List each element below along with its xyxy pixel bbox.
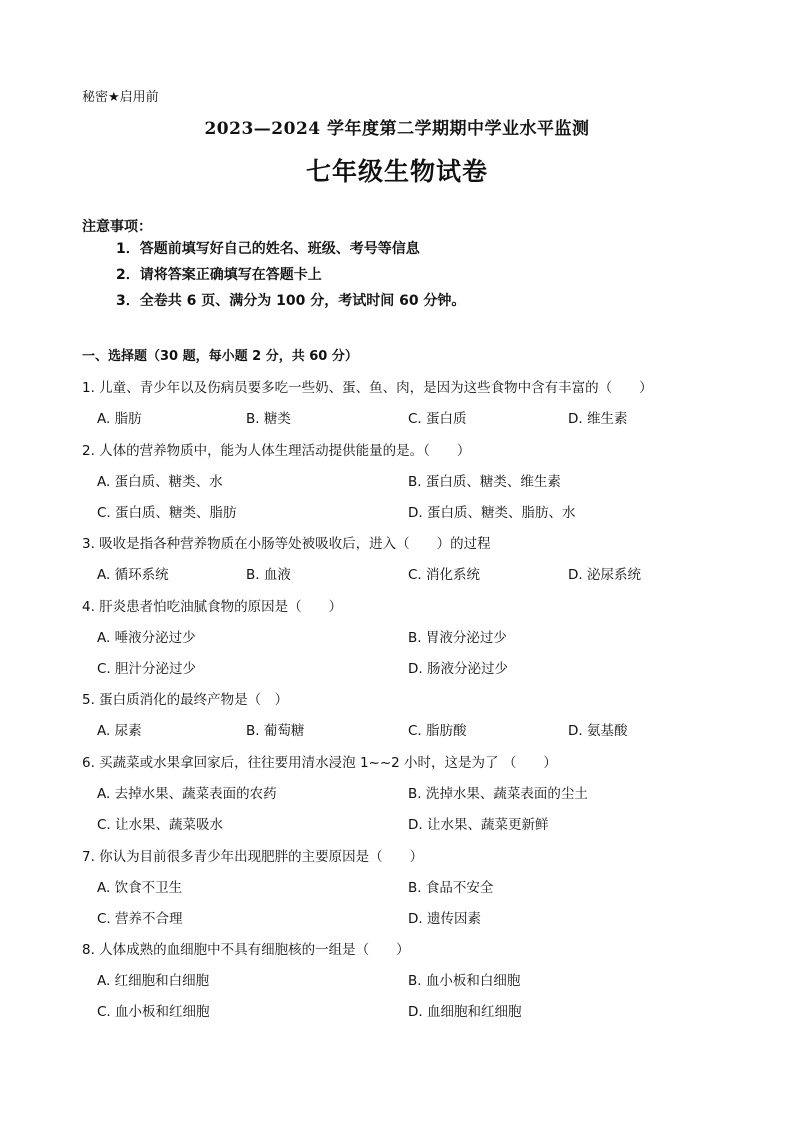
option: B. 糖类 — [246, 411, 291, 427]
option: A. 去掉水果、蔬菜表面的农药 — [97, 786, 277, 802]
option: C. 蛋白质、糖类、脂肪 — [97, 505, 237, 521]
option: A. 尿素 — [97, 723, 142, 739]
option: D. 蛋白质、糖类、脂肪、水 — [408, 505, 576, 521]
option: D. 遗传因素 — [408, 911, 481, 927]
option: B. 洗掉水果、蔬菜表面的尘土 — [408, 786, 588, 802]
option: A. 红细胞和白细胞 — [97, 973, 210, 989]
option: C. 营养不合理 — [97, 911, 183, 927]
notice-item: 1．答题前填写好自己的姓名、班级、考号等信息 — [116, 241, 420, 257]
option: A. 脂肪 — [97, 411, 142, 427]
option: A. 蛋白质、糖类、水 — [97, 474, 223, 490]
option: D. 肠液分泌过少 — [408, 661, 508, 677]
option: D. 血细胞和红细胞 — [408, 1004, 522, 1020]
option: C. 让水果、蔬菜吸水 — [97, 817, 224, 833]
option: C. 血小板和红细胞 — [97, 1004, 210, 1020]
section-heading: 一、选择题（30 题，每小题 2 分，共 60 分） — [82, 349, 358, 364]
confidential-mark: 秘密★启用前 — [82, 90, 159, 105]
exam-title: 2023—2024 学年度第二学期期中学业水平监测 — [204, 119, 590, 139]
option: B. 葡萄糖 — [246, 723, 305, 739]
option: B. 血液 — [246, 567, 291, 583]
option: D. 让水果、蔬菜更新鲜 — [408, 817, 549, 833]
question-stem: 5. 蛋白质消化的最终产物是（ ） — [82, 692, 289, 708]
notice-heading: 注意事项： — [82, 219, 152, 235]
notice-list — [116, 239, 465, 317]
option: D. 氨基酸 — [568, 723, 628, 739]
option: C. 胆汁分泌过少 — [97, 661, 197, 677]
question-stem: 2. 人体的营养物质中，能为人体生理活动提供能量的是。（ ） — [82, 443, 471, 459]
option: A. 唾液分泌过少 — [97, 630, 196, 646]
question-stem: 1. 儿童、青少年以及伤病员要多吃一些奶、蛋、鱼、肉，是因为这些食物中含有丰富的（ ） — [82, 380, 653, 396]
option: B. 血小板和白细胞 — [408, 973, 521, 989]
question-stem: 7. 你认为目前很多青少年出现肥胖的主要原因是（ ） — [82, 849, 424, 865]
option: C. 消化系统 — [408, 567, 481, 583]
option: C. 脂肪酸 — [408, 723, 467, 739]
option: D. 泌尿系统 — [568, 567, 641, 583]
option: C. 蛋白质 — [408, 411, 467, 427]
option: B. 胃液分泌过少 — [408, 630, 507, 646]
question-stem: 6. 买蔬菜或水果拿回家后，往往要用清水浸泡 1~~2 小时，这是为了 （ ） — [82, 755, 557, 771]
notice-item: 2．请将答案正确填写在答题卡上 — [116, 267, 322, 283]
question-stem: 3. 吸收是指各种营养物质在小肠等处被吸收后，进入（ ）的过程 — [82, 536, 491, 552]
option: A. 饮食不卫生 — [97, 880, 183, 896]
option: B. 食品不安全 — [408, 880, 494, 896]
notice-item: 3．全卷共 6 页、满分为 100 分，考试时间 60 分钟。 — [116, 293, 466, 309]
question-stem: 4. 肝炎患者怕吃油腻食物的原因是（ ） — [82, 599, 343, 615]
exam-subtitle: 七年级生物试卷 — [305, 157, 488, 186]
question-stem: 8. 人体成熟的血细胞中不具有细胞核的一组是（ ） — [82, 942, 410, 958]
option: B. 蛋白质、糖类、维生素 — [408, 474, 561, 490]
option: A. 循环系统 — [97, 567, 169, 583]
option: D. 维生素 — [568, 411, 628, 427]
